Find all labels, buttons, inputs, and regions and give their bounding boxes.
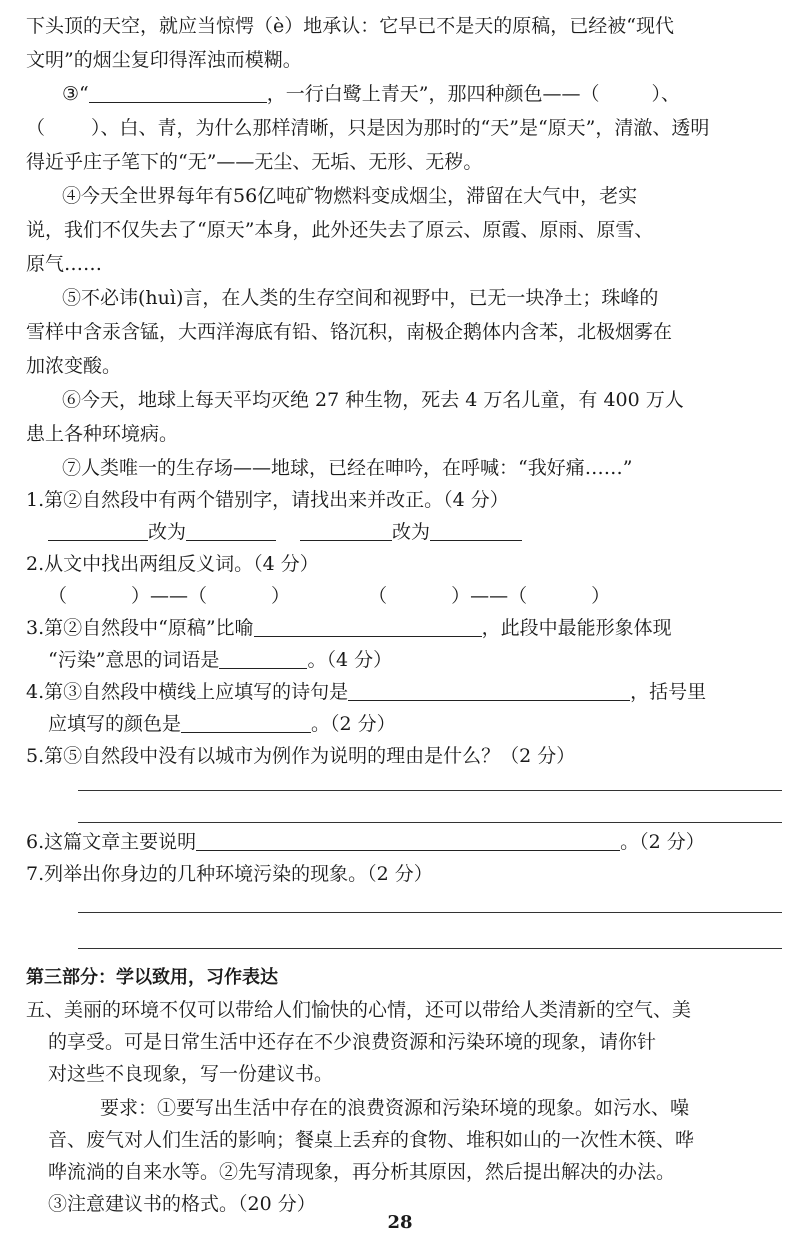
answer-rule[interactable] [78,822,782,823]
writing-task-line: 五、美丽的环境不仅可以带给人们愉快的心情，还可以带给人类清新的空气、美 [26,999,692,1021]
passage-line: ⑤不必讳(huì)言，在人类的生存空间和视野中，已无一块净土；珠峰的 [62,287,659,309]
requirement-line: 要求：①要写出生活中存在的浪费资源和污染环境的现象。如污水、噪 [100,1097,690,1119]
answer-blank[interactable] [48,522,148,541]
question-4-line-1 [26,680,782,704]
p3-lparen: （ [26,117,46,139]
p3-open: ③“ [62,83,89,105]
paragraph-3-line-2 [26,116,782,140]
lparen: （ [368,585,388,607]
requirement-line: ③注意建议书的格式。（20 分） [48,1193,316,1215]
q4-text: 应填写的颜色是 [48,713,182,735]
lparen: （ [188,585,208,607]
answer-blank[interactable] [219,650,307,669]
lparen: （ [48,585,68,607]
passage-line: ⑦人类唯一的生存场——地球，已经在呻吟，在呼喊：“我好痛……” [62,457,633,479]
q4-text: 4.第③自然段中横线上应填写的诗句是 [26,681,349,703]
q3-score: 。（4 分） [307,649,393,671]
passage-line: 雪样中含汞含锰，大西洋海底有铅、铬沉积，南极企鹅体内含苯，北极烟雾在 [26,321,673,343]
answer-blank[interactable] [430,522,522,541]
question-5: 5.第⑤自然段中没有以城市为例作为说明的理由是什么？（2 分） [26,745,576,767]
question-7: 7.列举出你身边的几种环境污染的现象。（2 分） [26,863,433,885]
q6-score: 。（2 分） [620,831,705,853]
dash: —— [470,585,509,607]
question-3-line-2 [48,648,782,672]
page-number: 28 [387,1212,413,1233]
writing-task-line: 的享受。可是日常生活中还存在不少浪费资源和污染环境的现象，请你针 [48,1031,657,1053]
question-1: 1.第②自然段中有两个错别字，请找出来并改正。（4 分） [26,489,509,511]
answer-rule[interactable] [78,948,782,949]
passage-line: 患上各种环境病。 [26,423,179,445]
question-6 [26,830,782,854]
change-to-label: 改为 [392,521,431,543]
p3-text: ，一行白鹭上青天”，那四种颜色——（ [266,83,600,105]
answer-blank[interactable] [196,832,620,851]
passage-line: 文明”的烟尘复印得浑浊而模糊。 [26,49,302,71]
answer-rule[interactable] [78,790,782,791]
dash: —— [150,585,189,607]
passage-line: 得近乎庄子笔下的“无”——无尘、无垢、无形、无秽。 [26,151,483,173]
answer-blank[interactable] [254,618,482,637]
question-4-line-2 [48,712,782,736]
q6-text: 6.这篇文章主要说明 [26,831,197,853]
answer-blank[interactable] [181,714,311,733]
paragraph-3-line-1 [62,82,782,106]
requirement-line: 音、废气对人们生活的影响；餐桌上丢弃的食物、堆积如山的一次性木筷、哗 [48,1129,695,1151]
answer-blank[interactable] [348,682,630,701]
section-heading: 第三部分：学以致用，习作表达 [26,967,278,988]
p3-end: ）、 [651,83,680,105]
answer-blank[interactable] [186,522,276,541]
passage-line: 下头顶的天空，就应当惊愕（è）地承认：它早已不是天的原稿，已经被“现代 [26,15,674,37]
passage-line: 原气…… [26,253,103,275]
question-2: 2.从文中找出两组反义词。（4 分） [26,553,319,575]
passage-line: 说，我们不仅失去了“原天”本身，此外还失去了原云、原霞、原雨、原雪、 [26,219,654,241]
q3-text: ，此段中最能形象体现 [481,617,672,639]
q4-text: ，括号里 [630,681,707,703]
question-2-answer-line [48,584,782,608]
q3-text: 3.第②自然段中“原稿”比喻 [26,617,254,639]
rparen: ） [451,585,471,607]
q3-text: “污染”意思的词语是 [48,649,220,671]
p3-text-2: ）、白、青，为什么那样清晰，只是因为那时的“天”是“原天”，清澈、透明 [91,117,710,139]
rparen: ） [591,585,611,607]
answer-rule[interactable] [78,912,782,913]
change-to-label: 改为 [148,521,187,543]
writing-task-line: 对这些不良现象，写一份建议书。 [48,1063,334,1085]
requirement-line: 哗流淌的自来水等。②先写清现象，再分析其原因，然后提出解决的办法。 [48,1161,676,1183]
answer-blank[interactable] [300,522,392,541]
passage-line: 加浓变酸。 [26,355,122,377]
question-1-answer-line [48,520,782,544]
rparen: ） [131,585,151,607]
question-3-line-1 [26,616,782,640]
lparen: （ [508,585,528,607]
rparen: ） [271,585,291,607]
q4-score: 。（2 分） [311,713,396,735]
passage-line: ④今天全世界每年有56亿吨矿物燃料变成烟尘，滞留在大气中，老实 [62,185,638,207]
poem-blank[interactable] [89,84,267,103]
passage-line: ⑥今天，地球上每天平均灭绝 27 种生物，死去 4 万名儿童，有 400 万人 [62,389,684,411]
